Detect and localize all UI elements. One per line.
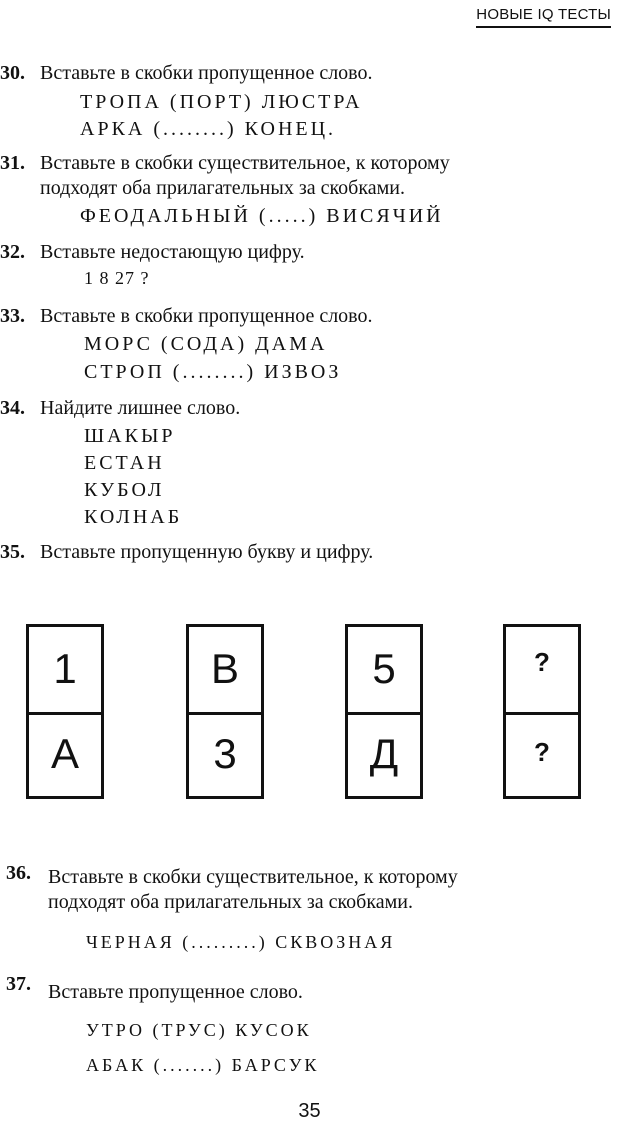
example-30-line-1: ТРОПА (ПОРТ) ЛЮСТРА (80, 91, 363, 113)
card-top-value: 5 (372, 645, 396, 692)
running-header: НОВЫЕ IQ ТЕСТЫ (476, 6, 611, 28)
card-bottom-value: ? (534, 737, 550, 767)
puzzle-card (186, 624, 264, 799)
card-divider (506, 712, 578, 715)
question-text-36: Вставьте в скобки существительное, к которому (48, 866, 458, 888)
example-33-line-2: СТРОП (........) ИЗВОЗ (84, 361, 342, 383)
question-text-31-cont: подходят оба прилагательных за скобками. (40, 177, 405, 199)
card-top-value: 1 (53, 645, 77, 692)
question-number-32: 32. (0, 241, 25, 263)
card-top-value: ? (534, 647, 550, 677)
question-text-37: Вставьте пропущенное слово. (48, 981, 303, 1003)
card-bottom-value: А (50, 730, 79, 777)
puzzle-card (345, 624, 423, 799)
question-text-33: Вставьте в скобки пропущенное слово. (40, 305, 373, 327)
question-text-34: Найдите лишнее слово. (40, 397, 241, 419)
word-option: КУБОЛ (84, 479, 165, 501)
page-number: 35 (298, 1100, 321, 1122)
question-number-33: 33. (0, 305, 25, 327)
question-number-37: 37. (6, 973, 31, 995)
question-number-34: 34. (0, 397, 25, 419)
word-option: КОЛНАБ (84, 506, 183, 528)
example-31-line-1: ФЕОДАЛЬНЫЙ (.....) ВИСЯЧИЙ (80, 205, 444, 227)
example-36-line-1: ЧЕРНАЯ (.........) СКВОЗНАЯ (86, 932, 396, 952)
puzzle-card (26, 624, 104, 799)
example-30-line-2: АРКА (........) КОНЕЦ. (80, 118, 337, 140)
question-text-35: Вставьте пропущенную букву и цифру. (40, 541, 374, 563)
question-number-35: 35. (0, 541, 25, 563)
card-divider (29, 712, 101, 715)
question-number-31: 31. (0, 152, 25, 174)
example-37-line-2: АБАК (.......) БАРСУК (86, 1055, 320, 1075)
question-text-36-cont: подходят оба прилагательных за скобками. (48, 891, 413, 913)
question-text-30: Вставьте в скобки пропущенное слово. (40, 62, 373, 84)
question-number-36: 36. (6, 862, 31, 884)
example-33-line-1: МОРС (СОДА) ДАМА (84, 333, 328, 355)
word-option: ШАКЫР (84, 425, 176, 447)
card-bottom-value: 3 (213, 730, 237, 777)
example-32-line-1: 1 8 27 ? (84, 268, 150, 288)
example-37-line-1: УТРО (ТРУС) КУСОК (86, 1020, 312, 1040)
question-number-30: 30. (0, 62, 25, 84)
card-bottom-value: Д (369, 730, 399, 777)
question-text-31: Вставьте в скобки существительное, к которому (40, 152, 450, 174)
card-divider (189, 712, 261, 715)
question-text-32: Вставьте недостающую цифру. (40, 241, 305, 263)
card-top-value: В (210, 645, 239, 692)
puzzle-card (503, 624, 581, 799)
word-option: ЕСТАН (84, 452, 165, 474)
card-divider (348, 712, 420, 715)
